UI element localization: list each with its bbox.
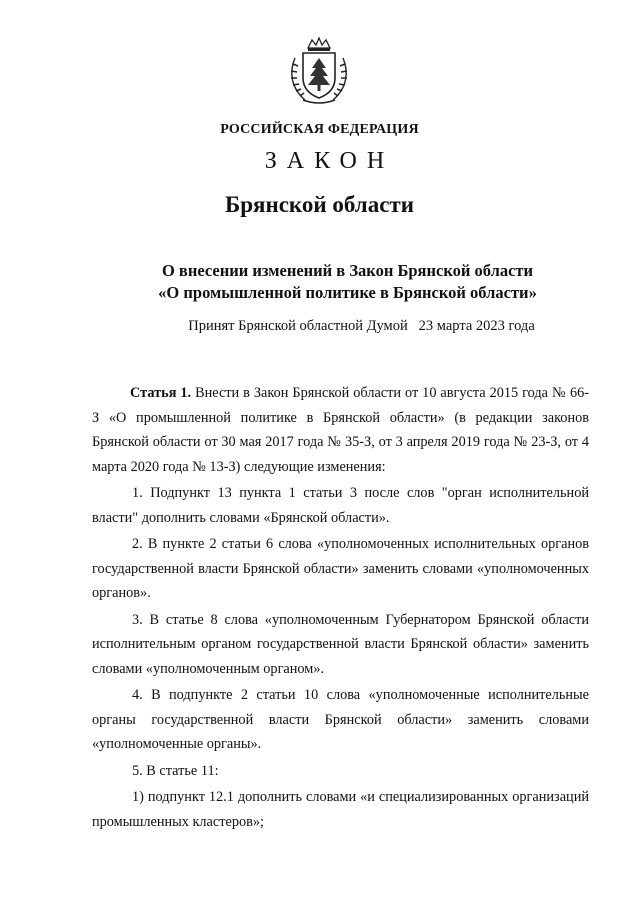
article-item: 3. В статье 8 слова «уполномоченным Губернатором Брянской области исполнительным органом государственной власти Брянской области» заменить словами «уполномоченным органом».: [92, 611, 589, 677]
article-intro-text: Внести в Закон Брянской области от 10 августа 2015 года № 66-З «О промышленной политике в Брянской области» (в редакции законов Брянской области от 30 мая 2017 года № 35-З, от 3 апреля 2019 года № 23-З, от 4 марта 2020 года № 13-З) следующие изменения:: [92, 385, 589, 475]
article-item: 1) подпункт 12.1 дополнить словами «и специализированных организаций промышленных кластеров»;: [92, 789, 589, 830]
law-heading: ЗАКОН: [264, 148, 395, 174]
article-body: [92, 381, 589, 836]
coat-of-arms-icon: [281, 34, 357, 110]
law-title-line-2: «О промышленной политике в Брянской области»: [158, 283, 537, 302]
article-item: 1. Подпункт 13 пункта 1 статьи 3 после слов "орган исполнительной власти" дополнить словами «Брянской области».: [92, 485, 589, 526]
article-number: Статья 1.: [130, 385, 192, 401]
article-intro-paragraph: [92, 381, 589, 479]
article-item: 5. В статье 11:: [132, 762, 219, 779]
federation-heading: РОССИЙСКАЯ ФЕДЕРАЦИЯ: [220, 122, 419, 137]
adoption-line: Принят Брянской областной Думой 23 марта 2023 года: [188, 318, 535, 334]
article-item: 4. В подпункте 2 статьи 10 слова «уполномоченные исполнительные органы государственной власти Брянской области» заменить словами «уполномоченные органы».: [92, 687, 589, 752]
article-item: 2. В пункте 2 статьи 6 слова «уполномоченных исполнительных органов государственной власти Брянской области» заменить словами «уполномоченных органов».: [92, 536, 589, 601]
law-title-line-1: О внесении изменений в Закон Брянской области: [161, 261, 534, 280]
region-heading: Брянской области: [225, 192, 414, 217]
law-title: [0, 260, 639, 304]
